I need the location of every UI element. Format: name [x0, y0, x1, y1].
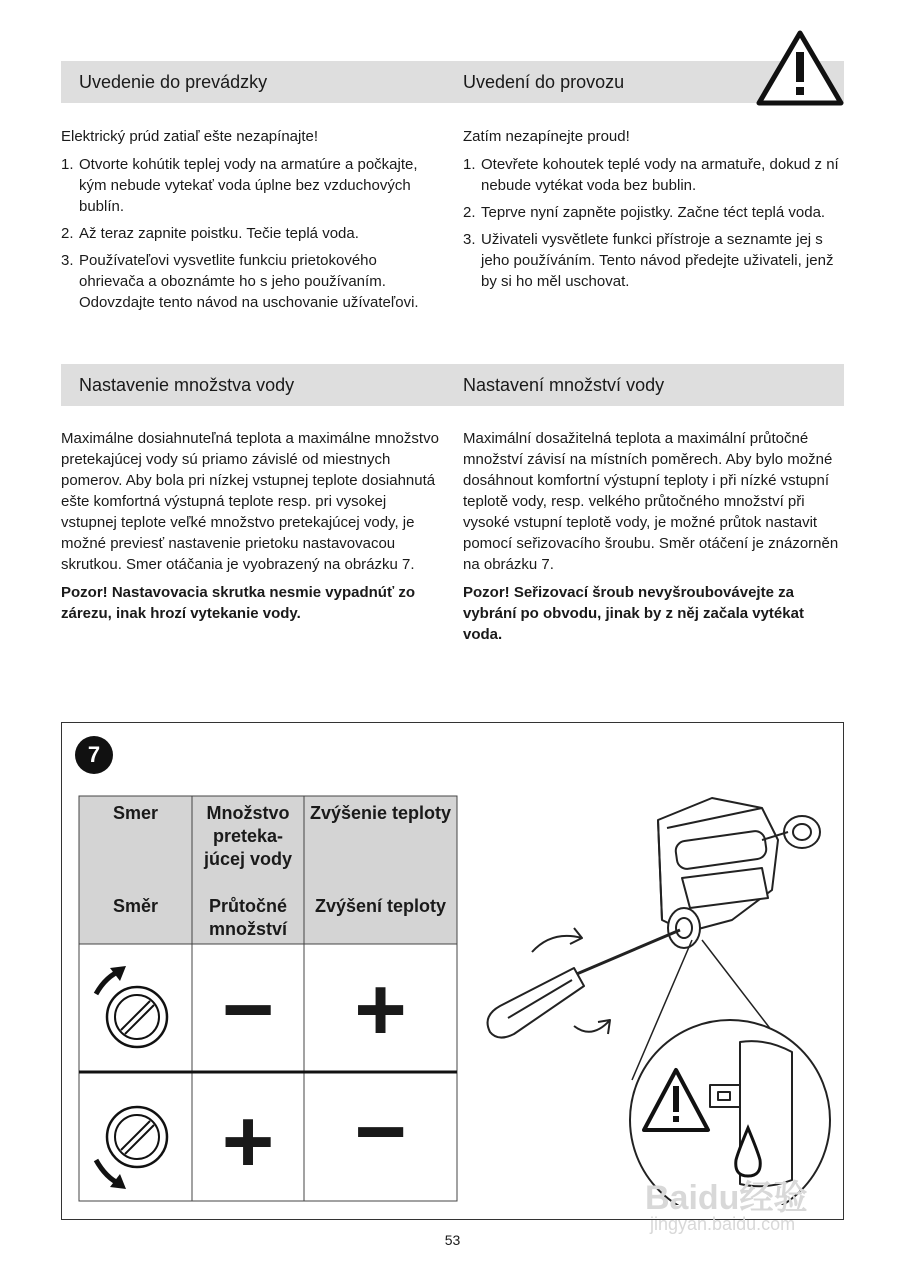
- commissioning-cz-intro: Zatím nezapínejte proud!: [463, 128, 630, 145]
- section-header-water-setting: [61, 364, 844, 406]
- rotate-clockwise-icon: [88, 962, 188, 1062]
- page-number: 53: [444, 1232, 461, 1248]
- water-setting-cz-body: Maximální dosažitelná teplota a maximální průtočné množství závisí na místních poměrech. Aby bylo možné dosáhnout komfortní výstupní teploty i při nízké vstupní teplotě vody, resp. velkého průtočného množství při vysoké vstupní teplotě vody, je možné průtok nastavit pomocí seřizovacího šroubu. Směr otáčení je znázorněn na obrázku 7.: [463, 430, 839, 573]
- list-item: 2. Teprve nyní zapněte pojistky. Začne téct teplá voda.: [463, 204, 826, 221]
- table-header: [79, 796, 457, 944]
- commissioning-cz-list: [463, 154, 845, 292]
- row2-flow-symbol: +: [221, 1092, 275, 1192]
- water-setting-sk-body: Maximálne dosiahnuteľná teplota a maximálne množstvo pretekajúcej vody sú priamo závislé od miestnych pomerov. Aby bola pri nízkej vstupnej teplote dosiahnutá ešte komfortná výstupná teplote resp. pri vysokej vstupnej teplote veľké množstvo pretekajúcej vody, je možné previesť nastavenie prietoku nastavovacou skrutkou. Smer otáčania je vyobrazený na obrázku 7.: [61, 430, 439, 573]
- commissioning-sk-list: [61, 154, 443, 313]
- list-item: 2. Až teraz zapnite poistku. Tečie teplá voda.: [61, 225, 359, 242]
- header-direction-cz: Směr: [112, 896, 159, 916]
- section-title-cz: Nastavení množství vody: [463, 375, 665, 395]
- list-item: 1. Otvorte kohútik teplej vody na armatúre a počkajte, kým nebude vytekať voda úplne bez vzduchových bublín.: [61, 156, 418, 215]
- warning-icon: [756, 30, 844, 106]
- header-temp-sk: Zvýšenie teploty: [309, 803, 452, 823]
- water-setting-cz-warning: Pozor! Seřizovací šroub nevyšroubovávejte za vybrání po obvodu, jinak by z něj začala vytékat voda.: [463, 584, 804, 643]
- section-title-sk: Nastavenie množstva vody: [79, 375, 295, 395]
- commissioning-sk-intro: Elektrický prúd zatiaľ ešte nezapínajte!: [61, 128, 319, 145]
- water-setting-sk-warning: Pozor! Nastavovacia skrutka nesmie vypadnúť zo zárezu, inak hrozí vytekanie vody.: [61, 584, 415, 622]
- commissioning-cz-text: [463, 126, 845, 298]
- commissioning-sk-text: [61, 126, 443, 319]
- section-header-commissioning: [61, 61, 844, 103]
- list-item: 1. Otevřete kohoutek teplé vody na armatuře, dokud z ní nebude vytékat voda bez bublin.: [463, 156, 839, 194]
- rotate-counterclockwise-icon: [88, 1092, 188, 1192]
- heater-screwdriver-illustration: [462, 780, 837, 1205]
- watermark-brand: Baidu经验: [645, 1179, 808, 1217]
- header-direction-sk: Smer: [112, 803, 159, 823]
- list-item: 3. Uživateli vysvětlete funkci přístroje a seznamte jej s jeho používáním. Tento návod předejte uživateli, jenž by si ho měl uschovat.: [463, 231, 834, 290]
- row1-flow-symbol: −: [221, 960, 275, 1060]
- water-setting-cz-text: [463, 428, 845, 652]
- row1-temp-symbol: +: [354, 960, 407, 1060]
- header-flow-cz: Průtočné množství: [208, 896, 287, 939]
- water-setting-sk-text: [61, 428, 443, 631]
- watermark-url: jingyan.baidu.com: [650, 1214, 796, 1234]
- row2-temp-symbol: −: [354, 1082, 407, 1182]
- header-temp-cz: Zvýšení teploty: [314, 896, 447, 916]
- section-title-cz: Uvedení do provozu: [463, 72, 625, 92]
- header-flow-sk: Množstvo preteka- júcej vody: [203, 803, 293, 869]
- section-title-sk: Uvedenie do prevádzky: [79, 72, 268, 92]
- figure-number-badge: 7: [75, 736, 113, 774]
- list-item: 3. Používateľovi vysvetlite funkciu prietokového ohrievača a oboznámte ho s jeho používaním. Odovzdajte tento návod na uschovanie užívateľovi.: [61, 252, 419, 311]
